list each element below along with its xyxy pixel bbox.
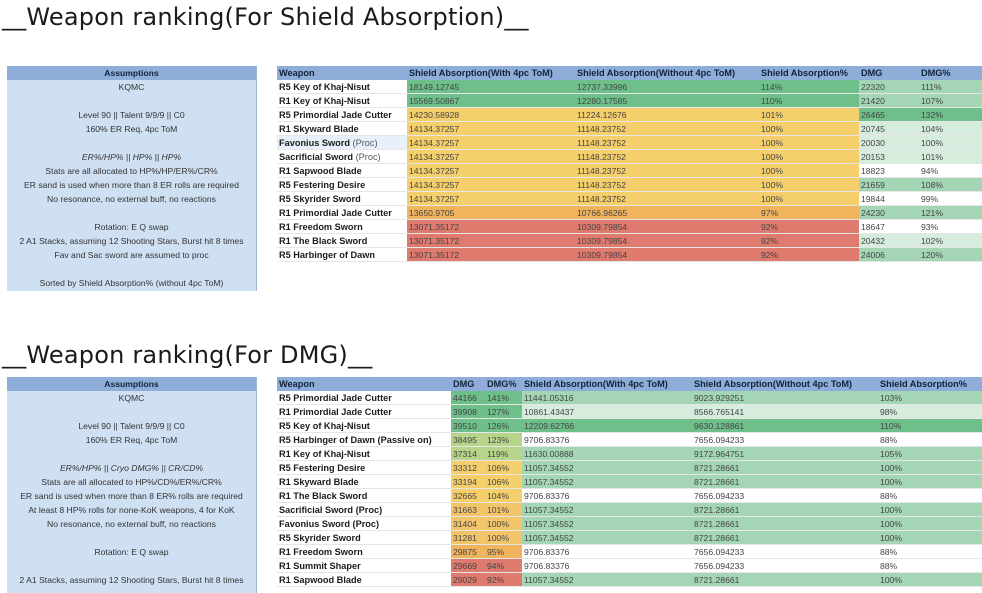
shield-with-tom-cell: 14134.37257 <box>407 192 575 206</box>
shield-without-tom-cell: 10309.79854 <box>575 234 759 248</box>
column-header[interactable]: DMG <box>453 379 475 389</box>
table-row[interactable] <box>277 489 982 503</box>
table-row[interactable] <box>277 122 982 136</box>
table-row[interactable] <box>277 178 982 192</box>
assumptions-panel <box>7 66 257 291</box>
table-row[interactable] <box>277 94 982 108</box>
table-row[interactable] <box>277 136 982 150</box>
shield-percent-cell: 114% <box>759 80 859 94</box>
weapon-name: R1 Summit Shaper <box>279 561 361 571</box>
weapon-cell <box>277 419 451 433</box>
table-row[interactable] <box>277 164 982 178</box>
dmg-cell: 21420 <box>859 94 919 108</box>
shield-with-tom-cell: 13071.35172 <box>407 234 575 248</box>
dmg-percent-cell: 104% <box>485 489 522 503</box>
shield-percent-cell: 100% <box>878 517 982 531</box>
shield-percent-cell: 110% <box>759 94 859 108</box>
weapon-name: R1 Freedom Sworn <box>279 222 363 232</box>
weapon-name: R5 Key of Khaj-Nisut <box>279 82 370 92</box>
shield-without-tom-cell: 7656.094233 <box>694 491 745 501</box>
weapon-cell <box>277 405 451 419</box>
dmg-cell: 33194 <box>451 475 485 489</box>
assumption-line: 2 A1 Stacks, assuming 12 Shooting Stars, Burst hit 8 times <box>19 236 244 246</box>
dmg-cell: 39510 <box>451 419 485 433</box>
dmg-percent-cell: 99% <box>921 194 939 204</box>
dmg-percent-cell: 100% <box>919 136 982 150</box>
dmg-cell: 32665 <box>451 489 485 503</box>
dmg-percent-cell: 141% <box>485 391 522 405</box>
weapon-cell <box>277 206 407 220</box>
weapon-name: R1 Skyward Blade <box>279 124 359 134</box>
shield-without-tom-cell: 11148.23752 <box>575 164 759 178</box>
shield-percent-cell: 97% <box>759 206 859 220</box>
table-row[interactable] <box>277 234 982 248</box>
column-header[interactable]: Shield Absorption(Without 4pc ToM) <box>577 68 736 78</box>
shield-with-tom-cell: 13650.9705 <box>407 206 575 220</box>
weapon-cell <box>277 234 407 248</box>
shield-percent-cell: 98% <box>878 405 982 419</box>
shield-percent-cell: 100% <box>878 503 982 517</box>
shield-without-tom-cell: 7656.094233 <box>694 435 745 445</box>
shield-percent-cell: 110% <box>878 419 982 433</box>
shield-without-tom-cell: 11148.23752 <box>575 192 759 206</box>
dmg-percent-cell: 104% <box>919 122 982 136</box>
weapon-cell <box>277 433 451 447</box>
shield-with-tom-cell: 18149.12745 <box>407 80 575 94</box>
shield-percent-cell: 88% <box>880 491 898 501</box>
table-row[interactable] <box>277 517 982 531</box>
column-header[interactable]: Weapon <box>279 68 315 78</box>
shield-percent-cell: 100% <box>878 531 982 545</box>
dmg-percent-cell: 108% <box>919 178 982 192</box>
weapon-name: R5 Festering Desire <box>279 463 366 473</box>
weapon-name: R1 Sapwood Blade <box>279 575 362 585</box>
dmg-percent-cell: 123% <box>485 433 522 447</box>
dmg-cell: 31404 <box>451 517 485 531</box>
weapon-cell <box>277 164 407 178</box>
dmg-cell: 20030 <box>859 136 919 150</box>
table-row[interactable] <box>277 108 982 122</box>
assumption-line: KQMC <box>118 82 145 92</box>
table-row[interactable] <box>277 80 982 94</box>
weapon-name: R5 Primordial Jade Cutter <box>279 110 392 120</box>
shield-without-tom-cell: 7656.094233 <box>694 561 745 571</box>
weapon-cell <box>277 108 407 122</box>
weapon-cell <box>277 489 451 503</box>
table-row[interactable] <box>277 220 982 234</box>
weapon-cell <box>277 503 451 517</box>
assumption-line: ER%/HP% || HP% || HP% <box>81 152 182 162</box>
dmg-cell: 19844 <box>861 194 885 204</box>
dmg-cell: 26465 <box>859 108 919 122</box>
table-row[interactable] <box>277 559 982 573</box>
shield-with-tom-cell: 9706.83376 <box>524 491 570 501</box>
assumption-line: Sorted by Shield Absorption% (without 4pc ToM) <box>39 278 224 288</box>
assumption-line: Level 90 || Talent 9/9/9 || C0 <box>78 421 185 431</box>
weapon-name: Sacrificial Sword <box>279 152 354 162</box>
weapon-cell <box>277 517 451 531</box>
column-header[interactable]: DMG% <box>921 68 951 78</box>
assumptions-header: Assumptions <box>7 377 256 391</box>
row-divider <box>277 261 982 262</box>
assumption-line: Fav and Sac sword are assumed to proc <box>54 250 209 260</box>
dmg-percent-cell: 94% <box>485 559 522 573</box>
assumptions-panel <box>7 377 257 593</box>
shield-with-tom-cell: 14230.58928 <box>407 108 575 122</box>
column-header[interactable]: Weapon <box>279 379 315 389</box>
dmg-cell: 38495 <box>451 433 485 447</box>
assumption-line <box>7 94 256 108</box>
dmg-cell: 29875 <box>451 545 485 559</box>
column-header[interactable]: Shield Absorption(With 4pc ToM) <box>524 379 668 389</box>
shield-with-tom-cell: 13071.35172 <box>407 220 575 234</box>
weapon-cell <box>277 178 407 192</box>
dmg-cell: 31663 <box>451 503 485 517</box>
assumption-line <box>7 290 256 304</box>
shield-with-tom-cell: 11057.34552 <box>522 573 692 587</box>
shield-percent-cell: 92% <box>759 248 859 262</box>
shield-without-tom-cell: 8721.28661 <box>692 475 878 489</box>
dmg-percent-cell: 100% <box>485 517 522 531</box>
weapon-name: R1 The Black Sword <box>279 236 368 246</box>
dmg-percent-cell: 94% <box>921 166 939 176</box>
weapon-name: Favonius Sword <box>279 138 350 148</box>
dmg-cell: 22320 <box>859 80 919 94</box>
shield-with-tom-cell: 11057.34552 <box>522 503 692 517</box>
dmg-cell: 33312 <box>451 461 485 475</box>
column-header[interactable]: Shield Absorption(Without 4pc ToM) <box>694 379 853 389</box>
shield-percent-cell: 101% <box>759 108 859 122</box>
weapon-cell <box>277 136 407 150</box>
assumption-line: Stats are all allocated to HP%/HP/ER%/CR% <box>45 166 218 176</box>
shield-percent-cell: 88% <box>880 547 898 557</box>
shield-without-tom-cell: 12737.33996 <box>575 80 759 94</box>
shield-with-tom-cell: 11057.34552 <box>522 517 692 531</box>
table-row[interactable] <box>277 150 982 164</box>
dmg-cell: 20432 <box>859 234 919 248</box>
weapon-cell <box>277 545 451 559</box>
weapon-name: R5 Festering Desire <box>279 180 366 190</box>
weapon-name: R5 Harbinger of Dawn <box>279 250 375 260</box>
shield-percent-cell: 100% <box>759 150 859 164</box>
assumption-line: 160% ER Req, 4pc ToM <box>85 124 178 134</box>
shield-with-tom-cell: 11630.00888 <box>522 447 692 461</box>
table-row[interactable] <box>277 573 982 587</box>
weapon-name: R5 Skyrider Sword <box>279 194 361 204</box>
shield-percent-cell: 100% <box>759 164 859 178</box>
column-header[interactable]: DMG% <box>487 379 517 389</box>
shield-without-tom-cell: 11224.12676 <box>575 108 759 122</box>
shield-ranking-table[interactable] <box>7 66 982 291</box>
shield-without-tom-cell: 11148.23752 <box>575 122 759 136</box>
dmg-percent-cell: 121% <box>919 206 982 220</box>
table-row[interactable] <box>277 433 982 447</box>
shield-with-tom-cell: 14134.37257 <box>407 178 575 192</box>
weapon-cell <box>277 475 451 489</box>
shield-percent-cell: 88% <box>880 561 898 571</box>
weapon-name: R1 Primordial Jade Cutter <box>279 208 392 218</box>
shield-without-tom-cell: 9630.128861 <box>692 419 878 433</box>
weapon-name: R5 Harbinger of Dawn (Passive on) <box>279 435 432 445</box>
shield-without-tom-cell: 8721.28661 <box>692 531 878 545</box>
weapon-name: R5 Primordial Jade Cutter <box>279 393 392 403</box>
shield-without-tom-cell: 8721.28661 <box>692 517 878 531</box>
weapon-note: (Proc) <box>349 138 378 148</box>
dmg-cell: 29669 <box>451 559 485 573</box>
weapon-cell <box>277 150 407 164</box>
shield-percent-cell: 103% <box>878 391 982 405</box>
table-row[interactable] <box>277 206 982 220</box>
assumption-line: No resonance, no external buff, no reactions <box>47 194 216 204</box>
dmg-cell: 20153 <box>859 150 919 164</box>
column-header[interactable]: Shield Absorption(With 4pc ToM) <box>409 68 553 78</box>
assumption-line <box>7 559 256 573</box>
assumption-line: KQMC <box>118 393 145 403</box>
dmg-percent-cell: 101% <box>919 150 982 164</box>
weapon-cell <box>277 192 407 206</box>
dmg-cell: 18823 <box>861 166 885 176</box>
shield-without-tom-cell: 11148.23752 <box>575 150 759 164</box>
shield-percent-cell: 100% <box>759 122 859 136</box>
weapon-cell <box>277 461 451 475</box>
table-row[interactable] <box>277 419 982 433</box>
shield-with-tom-cell: 9706.83376 <box>524 547 570 557</box>
column-header[interactable]: Shield Absorption% <box>761 68 848 78</box>
shield-with-tom-cell: 10861.43437 <box>522 405 692 419</box>
shield-percent-cell: 88% <box>880 435 898 445</box>
dmg-percent-cell: 119% <box>485 447 522 461</box>
assumption-line: ER%/HP% || Cryo DMG% || CR/CD% <box>59 463 204 473</box>
assumption-line: Stats are all allocated to HP%/CD%/ER%/CR% <box>41 477 222 487</box>
dmg-cell: 29029 <box>451 573 485 587</box>
weapon-name: R1 Sapwood Blade <box>279 166 362 176</box>
shield-without-tom-cell: 9023.929251 <box>692 391 878 405</box>
dmg-cell: 18647 <box>861 222 885 232</box>
assumption-line <box>7 447 256 461</box>
shield-with-tom-cell: 12209.62766 <box>522 419 692 433</box>
table-row[interactable] <box>277 192 982 206</box>
shield-percent-cell: 100% <box>759 136 859 150</box>
weapon-cell <box>277 80 407 94</box>
dmg-cell: 44166 <box>451 391 485 405</box>
dmg-cell: 31281 <box>451 531 485 545</box>
shield-percent-cell: 92% <box>759 220 859 234</box>
shield-with-tom-cell: 11441.05316 <box>522 391 692 405</box>
row-divider <box>277 586 982 587</box>
section1-title: __Weapon ranking(For Shield Absorption)__ <box>2 3 529 31</box>
weapon-cell <box>277 220 407 234</box>
shield-without-tom-cell: 8721.28661 <box>692 503 878 517</box>
shield-percent-cell: 100% <box>759 192 859 206</box>
dmg-percent-cell: 107% <box>919 94 982 108</box>
assumption-line <box>7 405 256 419</box>
dmg-percent-cell: 106% <box>485 475 522 489</box>
shield-percent-cell: 105% <box>878 447 982 461</box>
shield-with-tom-cell: 9706.83376 <box>524 435 570 445</box>
weapon-cell <box>277 559 451 573</box>
dmg-percent-cell: 132% <box>919 108 982 122</box>
weapon-note: (Proc) <box>353 152 381 162</box>
dmg-cell: 24230 <box>859 206 919 220</box>
shield-percent-cell: 100% <box>759 178 859 192</box>
shield-with-tom-cell: 14134.37257 <box>407 164 575 178</box>
assumption-line <box>7 262 256 276</box>
section2-title: __Weapon ranking(For DMG)__ <box>2 341 373 369</box>
weapon-cell <box>277 122 407 136</box>
table-row[interactable] <box>277 475 982 489</box>
dmg-percent-cell: 127% <box>485 405 522 419</box>
dmg-cell: 20745 <box>859 122 919 136</box>
weapon-name: R1 The Black Sword <box>279 491 368 501</box>
assumption-line: Level 90 || Talent 9/9/9 || C0 <box>78 110 185 120</box>
dmg-percent-cell: 101% <box>485 503 522 517</box>
table-header-row <box>277 66 982 80</box>
weapon-cell <box>277 531 451 545</box>
shield-percent-cell: 100% <box>878 461 982 475</box>
dmg-ranking-table[interactable] <box>7 377 982 593</box>
dmg-percent-cell: 92% <box>485 573 522 587</box>
shield-without-tom-cell: 8721.28661 <box>692 573 878 587</box>
dmg-cell: 39908 <box>451 405 485 419</box>
assumption-line: ER sand is used when more than 8 ER% rolls are required <box>20 491 243 501</box>
table-row[interactable] <box>277 461 982 475</box>
column-header[interactable]: Shield Absorption% <box>880 379 967 389</box>
assumption-line <box>7 531 256 545</box>
weapon-name: R5 Skyrider Sword <box>279 533 361 543</box>
weapon-cell <box>277 248 407 262</box>
assumptions-header: Assumptions <box>7 66 256 80</box>
dmg-percent-cell: 100% <box>485 531 522 545</box>
dmg-percent-cell: 102% <box>919 234 982 248</box>
assumption-line: 2 A1 Stacks, assuming 12 Shooting Stars, Burst hit 8 times <box>19 575 244 585</box>
shield-with-tom-cell: 11057.34552 <box>522 531 692 545</box>
assumption-line: At least 8 HP% rolls for none-KoK weapons, 4 for KoK <box>28 505 235 515</box>
shield-with-tom-cell: 14134.37257 <box>407 122 575 136</box>
table-row[interactable] <box>277 545 982 559</box>
assumption-line: ER sand is used when more than 8 ER rolls are required <box>24 180 239 190</box>
table-row[interactable] <box>277 248 982 262</box>
weapon-name: Favonius Sword (Proc) <box>279 519 380 529</box>
shield-without-tom-cell: 9172.964751 <box>692 447 878 461</box>
shield-with-tom-cell: 15569.50867 <box>407 94 575 108</box>
shield-with-tom-cell: 11057.34552 <box>522 475 692 489</box>
dmg-percent-cell: 120% <box>919 248 982 262</box>
dmg-percent-cell: 93% <box>921 222 939 232</box>
shield-without-tom-cell: 8566.765141 <box>692 405 878 419</box>
dmg-cell: 21659 <box>859 178 919 192</box>
dmg-cell: 24006 <box>859 248 919 262</box>
dmg-cell: 37314 <box>451 447 485 461</box>
assumption-line <box>7 206 256 220</box>
assumption-line <box>7 136 256 150</box>
shield-without-tom-cell: 7656.094233 <box>694 547 745 557</box>
shield-percent-cell: 100% <box>878 573 982 587</box>
shield-with-tom-cell: 9706.83376 <box>524 561 570 571</box>
weapon-cell <box>277 447 451 461</box>
dmg-percent-cell: 111% <box>919 80 982 94</box>
shield-without-tom-cell: 11148.23752 <box>575 178 759 192</box>
table-header-row <box>277 377 982 391</box>
shield-without-tom-cell: 12280.17585 <box>575 94 759 108</box>
table-row[interactable] <box>277 391 982 405</box>
table-row[interactable] <box>277 531 982 545</box>
shield-without-tom-cell: 11148.23752 <box>575 136 759 150</box>
weapon-name: R1 Freedom Sworn <box>279 547 363 557</box>
shield-without-tom-cell: 10309.79854 <box>575 220 759 234</box>
weapon-name: R1 Primordial Jade Cutter <box>279 407 392 417</box>
table-row[interactable] <box>277 447 982 461</box>
shield-percent-cell: 100% <box>878 475 982 489</box>
assumption-line: Rotation: E Q swap <box>94 547 169 557</box>
shield-with-tom-cell: 13071.35172 <box>407 248 575 262</box>
shield-with-tom-cell: 14134.37257 <box>407 136 575 150</box>
shield-without-tom-cell: 10309.79854 <box>575 248 759 262</box>
dmg-percent-cell: 106% <box>485 461 522 475</box>
shield-percent-cell: 92% <box>759 234 859 248</box>
assumption-line: No resonance, no external buff, no reactions <box>47 519 216 529</box>
weapon-name: Sacrificial Sword (Proc) <box>279 505 383 515</box>
shield-with-tom-cell: 14134.37257 <box>407 150 575 164</box>
assumption-line: Rotation: E Q swap <box>94 222 169 232</box>
weapon-cell <box>277 94 407 108</box>
table-row[interactable] <box>277 405 982 419</box>
column-header[interactable]: DMG <box>861 68 883 78</box>
shield-without-tom-cell: 8721.28661 <box>692 461 878 475</box>
weapon-name: R5 Key of Khaj-Nisut <box>279 421 370 431</box>
weapon-name: R1 Key of Khaj-Nisut <box>279 449 370 459</box>
shield-with-tom-cell: 11057.34552 <box>522 461 692 475</box>
weapon-name: R1 Key of Khaj-Nisut <box>279 96 370 106</box>
weapon-name: R1 Skyward Blade <box>279 477 359 487</box>
dmg-percent-cell: 126% <box>485 419 522 433</box>
table-row[interactable] <box>277 503 982 517</box>
dmg-percent-cell: 95% <box>485 545 522 559</box>
shield-without-tom-cell: 10766.96265 <box>575 206 759 220</box>
assumption-line: 160% ER Req, 4pc ToM <box>85 435 178 445</box>
weapon-cell <box>277 573 451 587</box>
weapon-cell <box>277 391 451 405</box>
